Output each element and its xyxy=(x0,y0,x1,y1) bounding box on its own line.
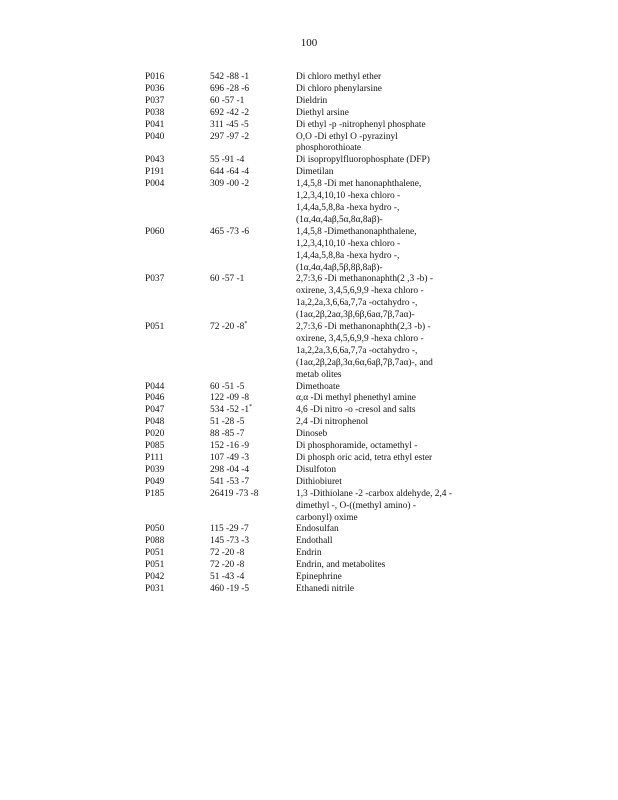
substance-name-line: Diethyl arsine xyxy=(296,107,349,118)
cas-number: 51 -28 -5 xyxy=(210,417,245,428)
cas-number-cell xyxy=(210,441,296,453)
substance-name-line: oxirene, 3,4,5,6,9,9 -hexa chloro - xyxy=(296,333,424,344)
waste-code: P037 xyxy=(145,95,165,106)
substance-name-line: (1α,4α,4aβ,5β,8β,8aβ)- xyxy=(296,262,383,273)
waste-code: P044 xyxy=(145,381,165,392)
waste-code: P051 xyxy=(145,548,165,559)
cas-number: 152 -16 -9 xyxy=(210,441,250,452)
substance-name-line: 1,3 -Dithiolane -2 -carbox aldehyde, 2,4 - xyxy=(296,488,452,499)
cas-number-cell xyxy=(210,227,296,239)
substance-name-line: (1aα,2β,2aα,3β,6β,6aα,7β,7aα)- xyxy=(296,310,415,321)
cas-number-cell xyxy=(210,179,296,191)
substance-name xyxy=(296,405,485,417)
cas-number: 311 -45 -5 xyxy=(210,119,249,130)
substance-name xyxy=(296,382,485,394)
table-row xyxy=(145,167,485,179)
cas-number-cell xyxy=(210,84,296,96)
cas-number-cell xyxy=(210,132,296,144)
substance-name xyxy=(296,274,485,322)
table-row xyxy=(145,405,485,417)
cas-number: 107 -49 -3 xyxy=(210,453,250,463)
cas-number-cell xyxy=(210,548,296,560)
cas-number-cell xyxy=(210,274,296,286)
waste-code: P041 xyxy=(145,119,165,130)
substance-name-line: 1,4,5,8 -Dimethanonaphthalene, xyxy=(296,226,417,237)
cas-number: 88 -85 -7 xyxy=(210,429,245,440)
cas-number: 692 -42 -2 xyxy=(210,107,250,118)
table-row xyxy=(145,72,485,84)
substance-name-line: 1,4,4a,5,8,8a -hexa hydro -, xyxy=(296,250,400,261)
waste-code: P043 xyxy=(145,155,165,166)
table-row xyxy=(145,417,485,429)
waste-code: P050 xyxy=(145,524,165,535)
substance-name xyxy=(296,179,485,227)
cas-number: 696 -28 -6 xyxy=(210,83,250,94)
table-row xyxy=(145,393,485,405)
cas-number: 26419 -73 -8 xyxy=(210,488,259,499)
cas-number: 465 -73 -6 xyxy=(210,226,250,237)
cas-number: 115 -29 -7 xyxy=(210,524,249,535)
substance-name-line: Ethanedi nitrile xyxy=(296,583,355,594)
table-row xyxy=(145,560,485,572)
substance-name-line: Endrin, and metabolites xyxy=(296,560,386,571)
cas-number: 309 -00 -2 xyxy=(210,179,250,190)
cas-number: 541 -53 -7 xyxy=(210,476,250,487)
substance-name-line: 1a,2,2a,3,6,6a,7,7a -octahydro -, xyxy=(296,345,418,356)
substance-name-line: Dimetilan xyxy=(296,167,334,178)
waste-code: P039 xyxy=(145,464,165,475)
substance-name-line: Endosulfan xyxy=(296,524,339,535)
substance-name-line: carbonyl) oxime xyxy=(296,512,358,523)
table-row xyxy=(145,84,485,96)
substance-name-line: 1,4,4a,5,8,8a -hexa hydro -, xyxy=(296,202,400,213)
cas-number-cell xyxy=(210,429,296,441)
table-row xyxy=(145,227,485,275)
cas-number: 60 -57 -1 xyxy=(210,274,245,285)
substance-name xyxy=(296,322,485,382)
cas-number: 72 -20 -8 xyxy=(210,560,245,571)
substance-name xyxy=(296,108,485,120)
substance-name-line: oxirene, 3,4,5,6,9,9 -hexa chloro - xyxy=(296,286,424,297)
table-row xyxy=(145,572,485,584)
table-row xyxy=(145,96,485,108)
cas-number-cell xyxy=(210,560,296,572)
waste-code: P051 xyxy=(145,560,165,571)
hazardous-waste-table xyxy=(145,72,485,596)
substance-name-line: Di phosphoramide, octamethyl - xyxy=(296,441,418,452)
substance-name xyxy=(296,429,485,441)
waste-code: P036 xyxy=(145,83,165,94)
footnote-mark: * xyxy=(244,320,248,327)
table-row xyxy=(145,429,485,441)
cas-number: 55 -91 -4 xyxy=(210,155,245,166)
substance-name xyxy=(296,72,485,84)
cas-number-cell xyxy=(210,405,296,417)
cas-number-cell xyxy=(210,572,296,584)
table-row xyxy=(145,179,485,227)
waste-code: P191 xyxy=(145,167,165,178)
cas-number-cell xyxy=(210,465,296,477)
substance-name xyxy=(296,477,485,489)
table-row xyxy=(145,120,485,132)
waste-code: P031 xyxy=(145,583,165,594)
table-row xyxy=(145,524,485,536)
substance-name-line: (1α,4α,4aβ,5α,8α,8aβ)- xyxy=(296,214,383,225)
substance-name-line: Dithiobiuret xyxy=(296,476,342,487)
substance-name-line: 2,7:3,6 -Di methanonaphth(2,3 -b) - xyxy=(296,322,431,333)
cas-number-cell xyxy=(210,72,296,84)
waste-code: P088 xyxy=(145,536,165,547)
cas-number-cell xyxy=(210,393,296,405)
substance-name xyxy=(296,227,485,275)
footnote-mark: * xyxy=(249,404,253,411)
cas-number: 460 -19 -5 xyxy=(210,583,250,594)
waste-code: P037 xyxy=(145,274,165,285)
table-row xyxy=(145,584,485,596)
cas-number-cell xyxy=(210,536,296,548)
cas-number: 60 -57 -1 xyxy=(210,95,245,106)
substance-name-line: 2,7:3,6 -Di methanonaphth(2 ,3 -b) - xyxy=(296,274,433,285)
substance-name-line: (1aα,2β,2aβ,3α,6α,6aβ,7β,7aα)-, and xyxy=(296,357,433,368)
substance-name-line: metab olites xyxy=(296,369,342,380)
waste-code: P060 xyxy=(145,226,165,237)
cas-number-cell xyxy=(210,477,296,489)
cas-number-cell xyxy=(210,417,296,429)
cas-number: 145 -73 -3 xyxy=(210,536,250,547)
waste-code: P046 xyxy=(145,393,165,404)
substance-name-line: Di ethyl -p -nitrophenyl phosphate xyxy=(296,119,426,130)
substance-name xyxy=(296,132,485,156)
cas-number-cell xyxy=(210,382,296,394)
substance-name-line: Di chloro methyl ether xyxy=(296,72,382,82)
substance-name xyxy=(296,84,485,96)
table-row xyxy=(145,465,485,477)
waste-code: P048 xyxy=(145,417,165,428)
waste-code: P111 xyxy=(145,453,164,463)
substance-name-line: 1,2,3,4,10,10 -hexa chloro - xyxy=(296,238,401,249)
table-row xyxy=(145,548,485,560)
substance-name xyxy=(296,536,485,548)
substance-name xyxy=(296,155,485,167)
table-row xyxy=(145,132,485,156)
cas-number: 72 -20 -8 xyxy=(210,548,245,559)
cas-number-cell xyxy=(210,322,296,334)
substance-name xyxy=(296,465,485,477)
table-row xyxy=(145,322,485,382)
table-row xyxy=(145,477,485,489)
substance-name xyxy=(296,524,485,536)
cas-number-cell xyxy=(210,96,296,108)
waste-code: P004 xyxy=(145,179,165,190)
substance-name-line: Disulfoton xyxy=(296,464,337,475)
cas-number-cell xyxy=(210,155,296,167)
substance-name xyxy=(296,167,485,179)
substance-name-line: 4,6 -Di nitro -o -cresol and salts xyxy=(296,405,416,416)
substance-name-line: Dieldrin xyxy=(296,95,328,106)
waste-code: P016 xyxy=(145,72,165,82)
cas-number-cell xyxy=(210,453,296,465)
table-row xyxy=(145,108,485,120)
cas-number: 298 -04 -4 xyxy=(210,464,250,475)
cas-number-cell xyxy=(210,108,296,120)
substance-name-line: 2,4 -Di nitrophenol xyxy=(296,417,369,428)
substance-name-line: Di chloro phenylarsine xyxy=(296,83,382,94)
table-row xyxy=(145,274,485,322)
waste-code: P185 xyxy=(145,488,165,499)
substance-name-line: Dimethoate xyxy=(296,381,340,392)
substance-name-line: Endothall xyxy=(296,536,333,547)
cas-number: 60 -51 -5 xyxy=(210,381,245,392)
cas-number-cell xyxy=(210,584,296,596)
table-row xyxy=(145,489,485,525)
waste-code: P020 xyxy=(145,429,165,440)
substance-name-line: α,α -Di methyl phenethyl amine xyxy=(296,393,416,404)
substance-name xyxy=(296,548,485,560)
table-row xyxy=(145,453,485,465)
table-row xyxy=(145,382,485,394)
cas-number: 644 -64 -4 xyxy=(210,167,250,178)
substance-name-line: Di phosph oric acid, tetra ethyl ester xyxy=(296,453,433,463)
cas-number: 534 -52 -1 xyxy=(210,405,250,416)
waste-code: P051 xyxy=(145,322,165,333)
substance-name-line: phosphorothioate xyxy=(296,143,362,154)
table-row xyxy=(145,155,485,167)
substance-name xyxy=(296,120,485,132)
substance-name xyxy=(296,560,485,572)
cas-number-cell xyxy=(210,524,296,536)
substance-name-line: dimethyl -, O-((methyl amino) - xyxy=(296,500,417,511)
substance-name xyxy=(296,96,485,108)
substance-name-line: 1,2,3,4,10,10 -hexa chloro - xyxy=(296,191,401,202)
cas-number: 51 -43 -4 xyxy=(210,572,245,583)
substance-name-line: Epinephrine xyxy=(296,572,342,583)
waste-code: P049 xyxy=(145,476,165,487)
waste-code: P042 xyxy=(145,572,165,583)
table-row xyxy=(145,536,485,548)
cas-number: 72 -20 -8 xyxy=(210,322,245,333)
cas-number-cell xyxy=(210,489,296,501)
substance-name xyxy=(296,584,485,596)
substance-name xyxy=(296,417,485,429)
substance-name-line: Di isopropylfluorophosphate (DFP) xyxy=(296,155,430,166)
waste-code: P038 xyxy=(145,107,165,118)
substance-name xyxy=(296,572,485,584)
cas-number: 542 -88 -1 xyxy=(210,72,250,82)
substance-name xyxy=(296,393,485,405)
substance-name-line: Dinoseb xyxy=(296,429,328,440)
cas-number: 122 -09 -8 xyxy=(210,393,250,404)
waste-code: P085 xyxy=(145,441,165,452)
substance-name-line: 1a,2,2a,3,6,6a,7,7a -octahydro -, xyxy=(296,298,418,309)
cas-number-cell xyxy=(210,120,296,132)
substance-name xyxy=(296,489,485,525)
page-number: 100 xyxy=(300,37,318,49)
cas-number: 297 -97 -2 xyxy=(210,131,250,142)
substance-name xyxy=(296,453,485,465)
substance-name xyxy=(296,441,485,453)
substance-name-line: Endrin xyxy=(296,548,322,559)
substance-name-line: O,O -Di ethyl O -pyrazinyl xyxy=(296,131,398,142)
cas-number-cell xyxy=(210,167,296,179)
waste-code: P040 xyxy=(145,131,165,142)
table-row xyxy=(145,441,485,453)
substance-name-line: 1,4,5,8 -Di met hanonaphthalene, xyxy=(296,179,422,190)
waste-code: P047 xyxy=(145,405,165,416)
